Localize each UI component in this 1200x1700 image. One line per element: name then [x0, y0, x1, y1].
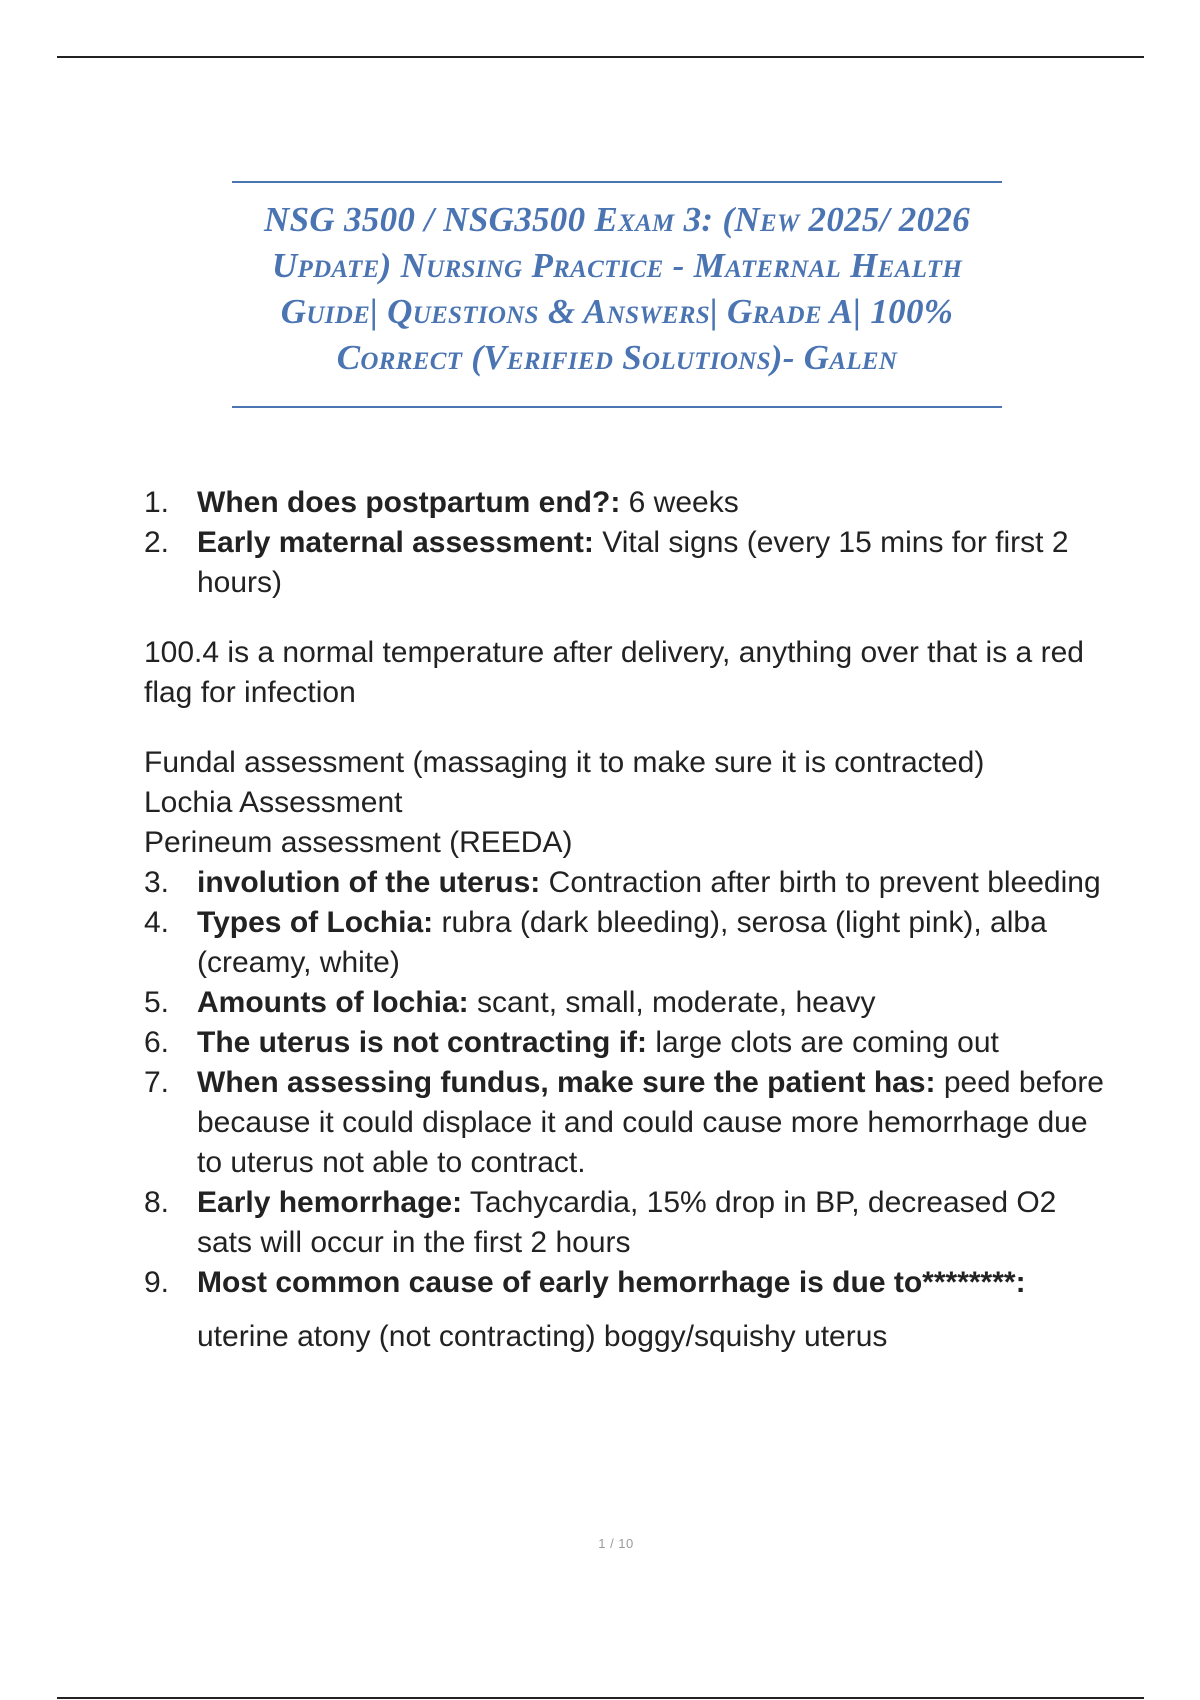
item-number: 2. [144, 526, 170, 559]
item-number: 9. [144, 1266, 170, 1299]
item-number: 5. [144, 986, 170, 1019]
answer-text: Contraction after birth to prevent bleeding [540, 866, 1101, 899]
question-text: Amounts of lochia: [197, 986, 469, 1019]
question-text: Early hemorrhage: [197, 1186, 463, 1219]
answer-text: Tachycardia, 15% drop in BP, decreased O2 sats will occur in the first 2 hours [197, 1186, 1057, 1259]
item-number: 1. [144, 486, 170, 519]
item-number: 7. [144, 1066, 170, 1099]
question-text: Types of Lochia: [197, 906, 434, 939]
qa-item [144, 1263, 1104, 1357]
question-text: Most common cause of early hemorrhage is due to********: [197, 1266, 1026, 1299]
qa-item [144, 863, 1104, 903]
answer-text: uterine atony (not contracting) boggy/squishy uterus [197, 1320, 888, 1353]
title-block [232, 181, 1002, 408]
qa-item [144, 1183, 1104, 1263]
assessment-line: Lochia Assessment [144, 786, 403, 819]
page-number: 1 / 10 [598, 1536, 634, 1551]
top-page-rule [57, 56, 1144, 58]
item-number: 6. [144, 1026, 170, 1059]
answer-text: scant, small, moderate, heavy [468, 986, 876, 1019]
qa-item [144, 1023, 1104, 1063]
item-number: 3. [144, 866, 170, 899]
question-text: Early maternal assessment: [197, 526, 594, 559]
document-title: NSG 3500 / NSG3500 Exam 3: (New 2025/ 2026 Update) Nursing Practice - Maternal Health Guide| Questions & Answers| Grade A| 100% Correct (Verified Solutions)- Galen [264, 200, 970, 377]
answer-text: peed before because it could displace it and could cause more hemorrhage due to uterus not able to contract. [197, 1066, 1104, 1179]
qa-list-group2 [144, 863, 1104, 1357]
answer-text: Vital signs (every 15 mins for first 2 hours) [197, 526, 1069, 599]
item-number: 8. [144, 1186, 170, 1219]
qa-item [144, 1063, 1104, 1183]
question-text: When assessing fundus, make sure the patient has: [197, 1066, 936, 1099]
assessment-line: Perineum assessment (REEDA) [144, 826, 573, 859]
question-text: When does postpartum end?: [197, 486, 621, 519]
qa-item [144, 483, 1104, 523]
qa-item [144, 983, 1104, 1023]
bottom-page-rule [57, 1697, 1144, 1699]
temperature-note: 100.4 is a normal temperature after delivery, anything over that is a red flag for infection [144, 636, 1084, 709]
qa-item [144, 523, 1104, 603]
document-content [144, 483, 1104, 1357]
assessment-line: Fundal assessment (massaging it to make sure it is contracted) [144, 746, 985, 779]
qa-list-group1 [144, 483, 1104, 603]
answer-text: 6 weeks [620, 486, 739, 519]
qa-item [144, 903, 1104, 983]
answer-text: large clots are coming out [647, 1026, 999, 1059]
item-number: 4. [144, 906, 170, 939]
question-text: involution of the uterus: [197, 866, 541, 899]
answer-text: rubra (dark bleeding), serosa (light pink), alba (creamy, white) [197, 906, 1047, 979]
question-text: The uterus is not contracting if: [197, 1026, 648, 1059]
